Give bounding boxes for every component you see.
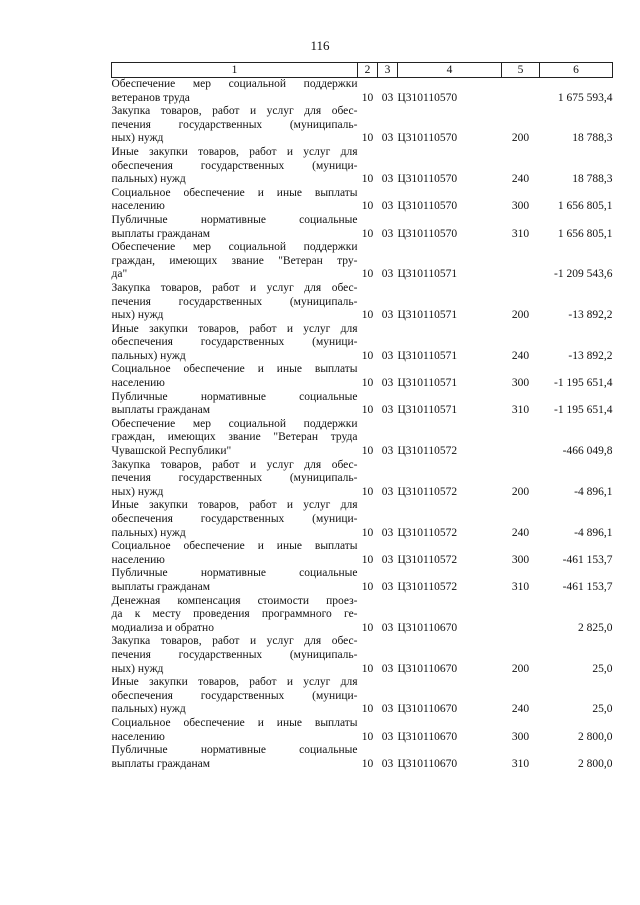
- subsection-code: 03: [381, 485, 394, 498]
- table-row: [112, 241, 613, 282]
- description-line: да": [111, 268, 128, 281]
- description-line: Иные закупки товаров, работ и услуг для: [111, 676, 358, 689]
- target-article-code: Ц310110570: [397, 132, 458, 145]
- description-line: Публичные нормативные социальные: [111, 213, 358, 226]
- row-description: [112, 717, 358, 744]
- subsection-code: 03: [381, 526, 394, 539]
- row-description: [112, 635, 358, 676]
- description-line: Иные закупки товаров, работ и услуг для: [111, 499, 358, 512]
- expense-type-code: [502, 418, 540, 459]
- description-line: ветеранов труда: [111, 91, 190, 104]
- target-article-code: Ц310110670: [397, 703, 458, 716]
- expense-type-code: 240: [511, 526, 530, 539]
- row-description: [112, 595, 358, 636]
- target-article-code: Ц310110570: [397, 200, 458, 213]
- table-body: [112, 78, 613, 772]
- row-description: [112, 323, 358, 364]
- target-article-code: Ц310110572: [397, 485, 458, 498]
- description-line: выплаты гражданам: [111, 227, 210, 240]
- target-article-code: Ц310110670: [397, 662, 458, 675]
- expense-type-code: [502, 595, 540, 636]
- amount: -4 896,1: [574, 526, 613, 539]
- amount: -466 049,8: [562, 445, 613, 458]
- description-line: населению: [111, 730, 165, 743]
- description-line: Публичные нормативные социальные: [111, 390, 358, 403]
- row-description: [112, 567, 358, 594]
- description-line: Обеспечение мер социальной поддержки: [111, 241, 358, 254]
- column-header: 6: [540, 63, 613, 78]
- description-line: выплаты гражданам: [111, 580, 210, 593]
- expense-type-code: 240: [511, 349, 530, 362]
- target-article-code: Ц310110570: [397, 91, 458, 104]
- description-line: ных) нужд: [111, 309, 164, 322]
- subsection-code: 03: [381, 662, 394, 675]
- description-line: Денежная компенсация стоимости проез-: [111, 594, 358, 607]
- section-code: 10: [361, 309, 374, 322]
- description-line: населению: [111, 377, 165, 390]
- description-line: населению: [111, 200, 165, 213]
- description-line: Закупка товаров, работ и услуг для обес-: [111, 635, 358, 648]
- section-code: 10: [361, 132, 374, 145]
- section-code: 10: [361, 757, 374, 770]
- description-line: печения государственных (муниципаль-: [111, 118, 358, 131]
- subsection-code: 03: [381, 580, 394, 593]
- expense-type-code: 200: [511, 132, 530, 145]
- subsection-code: 03: [381, 227, 394, 240]
- expense-type-code: [502, 78, 540, 106]
- target-article-code: Ц310110572: [397, 553, 458, 566]
- expense-type-code: 310: [511, 227, 530, 240]
- subsection-code: 03: [381, 349, 394, 362]
- expense-type-code: 310: [511, 757, 530, 770]
- row-description: [112, 78, 358, 106]
- table-row: [112, 676, 613, 717]
- column-header: 4: [398, 63, 502, 78]
- amount: -1 195 651,4: [554, 404, 613, 417]
- description-line: обеспечения государственных (муници-: [111, 159, 358, 172]
- table-row: [112, 391, 613, 418]
- expense-type-code: 300: [511, 730, 530, 743]
- amount: 2 800,0: [578, 757, 613, 770]
- expense-type-code: 300: [511, 200, 530, 213]
- row-description: [112, 540, 358, 567]
- target-article-code: Ц310110571: [397, 404, 458, 417]
- description-line: ных) нужд: [111, 132, 164, 145]
- amount: 25,0: [592, 662, 613, 675]
- expense-type-code: 200: [511, 309, 530, 322]
- table-row: [112, 717, 613, 744]
- description-line: выплаты гражданам: [111, 757, 210, 770]
- expense-type-code: 240: [511, 703, 530, 716]
- page-number: 116: [310, 38, 330, 53]
- row-description: [112, 418, 358, 459]
- description-line: граждан, имеющих звание "Ветеран труда: [111, 431, 358, 444]
- table-row: [112, 187, 613, 214]
- expense-type-code: 240: [511, 173, 530, 186]
- description-line: Чувашской Республики": [111, 445, 232, 458]
- table-row: [112, 744, 613, 771]
- subsection-code: 03: [381, 377, 394, 390]
- description-line: обеспечения государственных (муници-: [111, 513, 358, 525]
- table-header-row: [112, 63, 613, 78]
- description-line: пальных) нужд: [111, 703, 186, 716]
- amount: -1 195 651,4: [554, 377, 613, 390]
- section-code: 10: [361, 485, 374, 498]
- subsection-code: 03: [381, 91, 394, 104]
- description-line: Социальное обеспечение и иные выплаты: [111, 540, 358, 553]
- table-row: [112, 459, 613, 500]
- subsection-code: 03: [381, 730, 394, 743]
- description-line: пальных) нужд: [111, 173, 186, 186]
- amount: -461 153,7: [562, 553, 613, 566]
- expense-type-code: 300: [511, 377, 530, 390]
- description-line: печения государственных (муниципаль-: [111, 472, 358, 485]
- budget-table: [111, 62, 613, 771]
- table-row: [112, 567, 613, 594]
- description-line: пальных) нужд: [111, 526, 186, 539]
- table-row: [112, 323, 613, 364]
- description-line: ных) нужд: [111, 485, 164, 498]
- table-row: [112, 418, 613, 459]
- row-description: [112, 676, 358, 717]
- amount: 1 675 593,4: [557, 91, 613, 104]
- section-code: 10: [361, 404, 374, 417]
- row-description: [112, 146, 358, 187]
- expense-type-code: [502, 241, 540, 282]
- description-line: Социальное обеспечение и иные выплаты: [111, 363, 358, 376]
- target-article-code: Ц310110670: [397, 621, 458, 634]
- table-row: [112, 282, 613, 323]
- amount: 18 788,3: [572, 173, 613, 186]
- row-description: [112, 187, 358, 214]
- description-line: Иные закупки товаров, работ и услуг для: [111, 322, 358, 335]
- table-row: [112, 363, 613, 390]
- description-line: модиализа и обратно: [111, 621, 214, 634]
- description-line: обеспечения государственных (муници-: [111, 689, 358, 702]
- column-header: 1: [112, 63, 358, 78]
- row-description: [112, 105, 358, 146]
- column-header: 3: [378, 63, 398, 78]
- section-code: 10: [361, 377, 374, 390]
- target-article-code: Ц310110571: [397, 349, 458, 362]
- description-line: да к месту проведения программного ге-: [111, 608, 358, 621]
- target-article-code: Ц310110570: [397, 173, 458, 186]
- description-line: Социальное обеспечение и иные выплаты: [111, 716, 358, 729]
- amount: 2 825,0: [578, 621, 613, 634]
- section-code: 10: [361, 349, 374, 362]
- section-code: 10: [361, 703, 374, 716]
- table-row: [112, 499, 613, 540]
- table-row: [112, 540, 613, 567]
- row-description: [112, 499, 358, 540]
- amount: 25,0: [592, 703, 613, 716]
- subsection-code: 03: [381, 757, 394, 770]
- amount: 18 788,3: [572, 132, 613, 145]
- table-row: [112, 214, 613, 241]
- description-line: граждан, имеющих звание "Ветеран тру-: [111, 254, 358, 267]
- description-line: Публичные нормативные социальные: [111, 567, 358, 580]
- section-code: 10: [361, 730, 374, 743]
- description-line: Закупка товаров, работ и услуг для обес-: [111, 458, 358, 471]
- amount: -13 892,2: [568, 309, 613, 322]
- description-line: ных) нужд: [111, 662, 164, 675]
- row-description: [112, 282, 358, 323]
- section-code: 10: [361, 526, 374, 539]
- amount: 2 800,0: [578, 730, 613, 743]
- subsection-code: 03: [381, 553, 394, 566]
- section-code: 10: [361, 621, 374, 634]
- table-row: [112, 595, 613, 636]
- description-line: населению: [111, 553, 165, 566]
- description-line: пальных) нужд: [111, 349, 186, 362]
- table-row: [112, 105, 613, 146]
- section-code: 10: [361, 553, 374, 566]
- expense-type-code: 200: [511, 662, 530, 675]
- expense-type-code: 200: [511, 485, 530, 498]
- section-code: 10: [361, 173, 374, 186]
- description-line: Обеспечение мер социальной поддержки: [111, 78, 358, 90]
- subsection-code: 03: [381, 200, 394, 213]
- section-code: 10: [361, 91, 374, 104]
- amount: -4 896,1: [574, 485, 613, 498]
- expense-type-code: 300: [511, 553, 530, 566]
- row-description: [112, 391, 358, 418]
- expense-type-code: 310: [511, 404, 530, 417]
- description-line: Публичные нормативные социальные: [111, 744, 358, 757]
- description-line: обеспечения государственных (муници-: [111, 336, 358, 349]
- amount: -1 209 543,6: [554, 268, 613, 281]
- section-code: 10: [361, 200, 374, 213]
- description-line: Закупка товаров, работ и услуг для обес-: [111, 281, 358, 294]
- subsection-code: 03: [381, 268, 394, 281]
- amount: 1 656 805,1: [557, 200, 613, 213]
- row-description: [112, 744, 358, 771]
- subsection-code: 03: [381, 621, 394, 634]
- target-article-code: Ц310110670: [397, 757, 458, 770]
- amount: -13 892,2: [568, 349, 613, 362]
- target-article-code: Ц310110670: [397, 730, 458, 743]
- target-article-code: Ц310110571: [397, 309, 458, 322]
- section-code: 10: [361, 580, 374, 593]
- description-line: Иные закупки товаров, работ и услуг для: [111, 145, 358, 158]
- section-code: 10: [361, 227, 374, 240]
- table-row: [112, 635, 613, 676]
- section-code: 10: [361, 445, 374, 458]
- target-article-code: Ц310110570: [397, 227, 458, 240]
- table-row: [112, 146, 613, 187]
- description-line: Обеспечение мер социальной поддержки: [111, 417, 358, 430]
- section-code: 10: [361, 268, 374, 281]
- row-description: [112, 459, 358, 500]
- subsection-code: 03: [381, 404, 394, 417]
- subsection-code: 03: [381, 445, 394, 458]
- target-article-code: Ц310110571: [397, 377, 458, 390]
- row-description: [112, 214, 358, 241]
- table-row: [112, 78, 613, 106]
- subsection-code: 03: [381, 132, 394, 145]
- description-line: печения государственных (муниципаль-: [111, 648, 358, 661]
- target-article-code: Ц310110571: [397, 268, 458, 281]
- subsection-code: 03: [381, 173, 394, 186]
- description-line: выплаты гражданам: [111, 404, 210, 417]
- amount: -461 153,7: [562, 580, 613, 593]
- row-description: [112, 241, 358, 282]
- column-header: 5: [502, 63, 540, 78]
- expense-type-code: 310: [511, 580, 530, 593]
- target-article-code: Ц310110572: [397, 526, 458, 539]
- target-article-code: Ц310110572: [397, 580, 458, 593]
- row-description: [112, 363, 358, 390]
- description-line: Закупка товаров, работ и услуг для обес-: [111, 105, 358, 118]
- amount: 1 656 805,1: [557, 227, 613, 240]
- column-header: 2: [358, 63, 378, 78]
- subsection-code: 03: [381, 309, 394, 322]
- subsection-code: 03: [381, 703, 394, 716]
- description-line: печения государственных (муниципаль-: [111, 295, 358, 308]
- description-line: Социальное обеспечение и иные выплаты: [111, 186, 358, 199]
- section-code: 10: [361, 662, 374, 675]
- target-article-code: Ц310110572: [397, 445, 458, 458]
